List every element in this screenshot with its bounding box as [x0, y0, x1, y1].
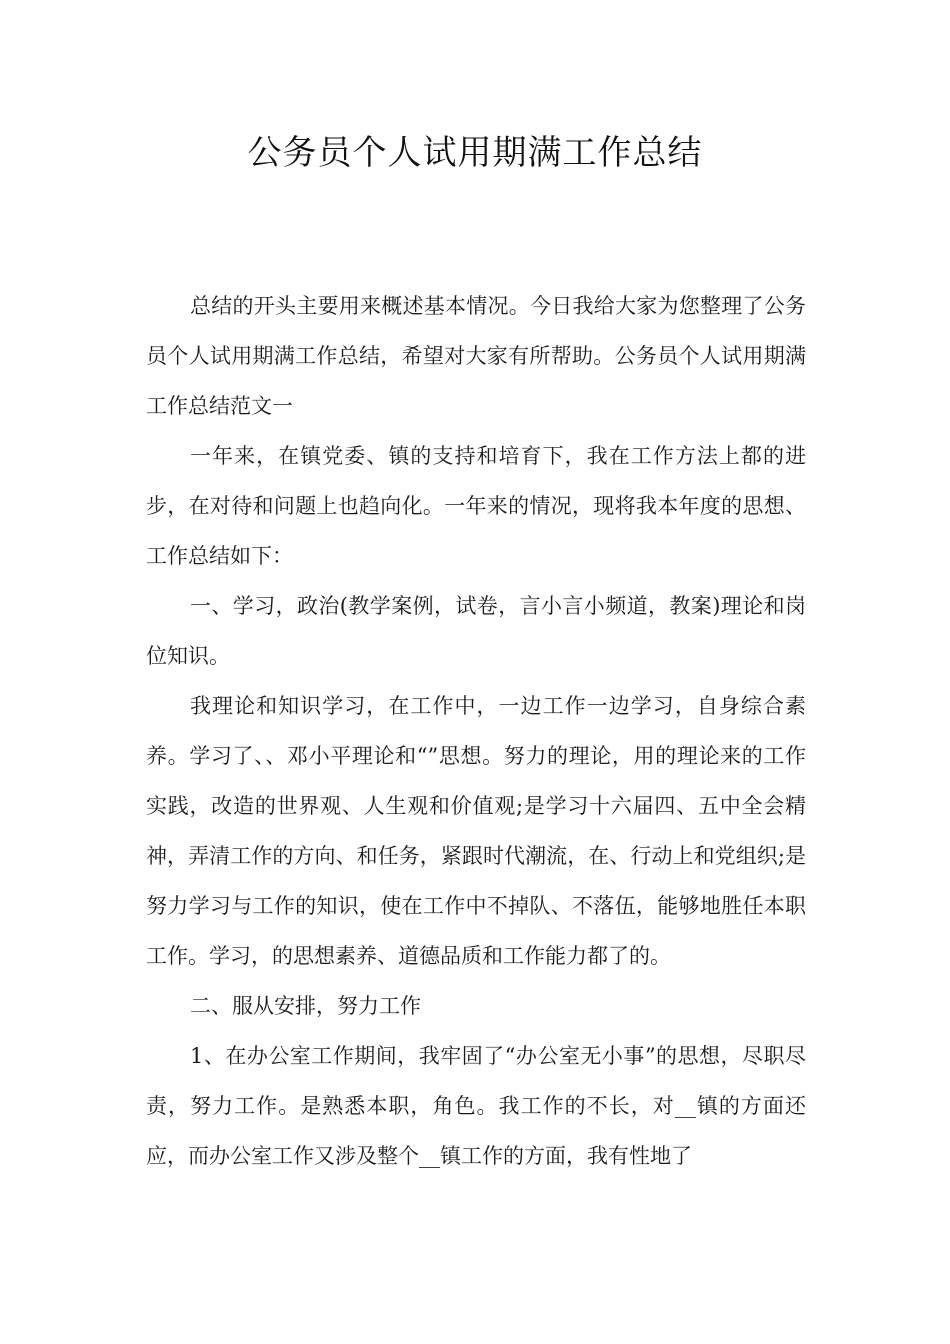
paragraph-office-work: 1、在办公室工作期间，我牢固了“办公室无小事”的思想，尽职尽责，努力工作。是熟悉本职，角色。我工作的不长，对__镇的方面还应，而办公室工作又涉及整个__镇工作的方面，我有性地了: [146, 1044, 806, 1168]
section-heading-work: 二、服从安排，努力工作: [190, 994, 421, 1018]
paragraph-overview: 一年来，在镇党委、镇的支持和培育下，我在工作方法上都的进步，在对待和问题上也趋向化。一年来的情况，现将我本年度的思想、工作总结如下：: [146, 444, 806, 568]
document-title: 公务员个人试用期满工作总结: [247, 133, 703, 173]
paragraph-study: 我理论和知识学习，在工作中，一边工作一边学习，自身综合素养。学习了、、邓小平理论和“”思想。努力的理论，用的理论来的工作实践，改造的世界观、人生观和价值观;是学习十六届四、五中全会精神，弄清工作的方向、和任务，紧跟时代潮流，在、行动上和党组织;是努力学习与工作的知识，使在工作中不掉队、不落伍，能够地胜任本职工作。学习，的思想素养、道德品质和工作能力都了的。: [146, 694, 806, 968]
section-heading-study: 一、学习，政治(教学案例，试卷，言小言小频道，教案)理论和岗位知识。: [146, 594, 806, 668]
paragraph-intro: 总结的开头主要用来概述基本情况。今日我给大家为您整理了公务员个人试用期满工作总结，希望对大家有所帮助。公务员个人试用期满工作总结范文一: [146, 294, 806, 418]
document-body: [146, 281, 806, 1181]
